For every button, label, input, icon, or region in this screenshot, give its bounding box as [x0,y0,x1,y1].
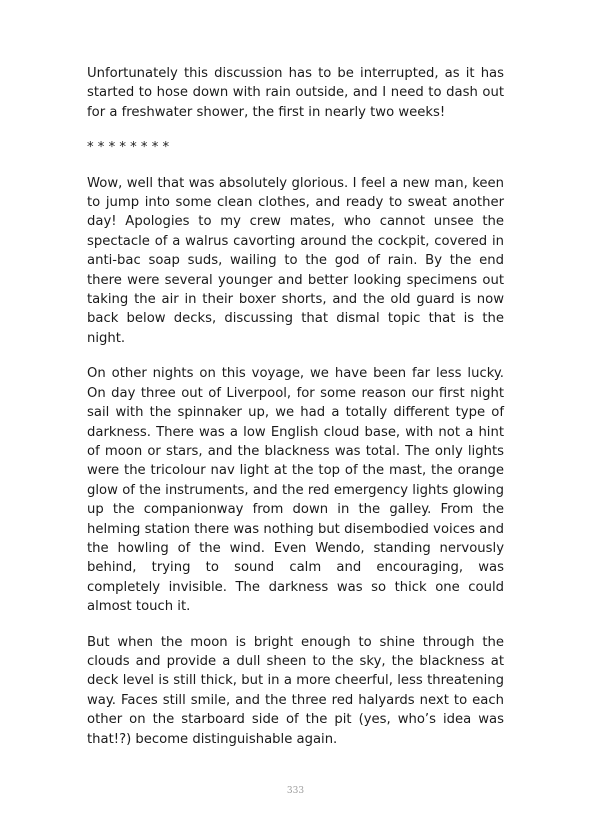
section-separator: * * * * * * * * [87,140,170,156]
paragraph-shower: Wow, well that was absolutely glorious. I feel a new man, keen to jump into some clean clothes, and ready to sweat another day! Apologies to my crew mates, who cannot unsee the spectacle of a walrus cavorting around the cockpit, covered in anti-bac soap suds, wailing to the god of rain. By the end there were several younger and better looking specimens out taking the air in their boxer shorts, and the old guard is now back below decks, discussing that dismal topic that is the night. [87,175,504,346]
page-number: 333 [286,786,305,796]
page-body [87,64,504,765]
paragraph-interruption: Unfortunately this discussion has to be interrupted, as it has started to hose down with rain outside, and I need to dash out for a freshwater shower, the first in nearly two weeks! [87,66,504,120]
paragraph-moonlight: But when the moon is bright enough to shine through the clouds and provide a dull sheen to the sky, the blackness at deck level is still thick, but in a more cheerful, less threatening way. Faces still smile, and the three red halyards next to each other on the starboard side of the pit (yes, who’s idea was that!?) become distinguishable again. [87,634,504,747]
paragraph-darkness: On other nights on this voyage, we have been far less lucky. On day three out of Liverpool, for some reason our first night sail with the spinnaker up, we had a totally different type of darkness. There was a low English cloud base, with not a hint of moon or stars, and the blackness was total. The only lights were the tricolour nav light at the top of the mast, the orange glow of the instruments, and the red emergency lights glowing up the companionway from down in the galley. From the helming station there was nothing but disembodied voices and the howling of the wind. Even Wendo, standing nervously behind, trying to sound calm and encouraging, was completely invisible. The darkness was so thick one could almost touch it. [87,366,504,615]
